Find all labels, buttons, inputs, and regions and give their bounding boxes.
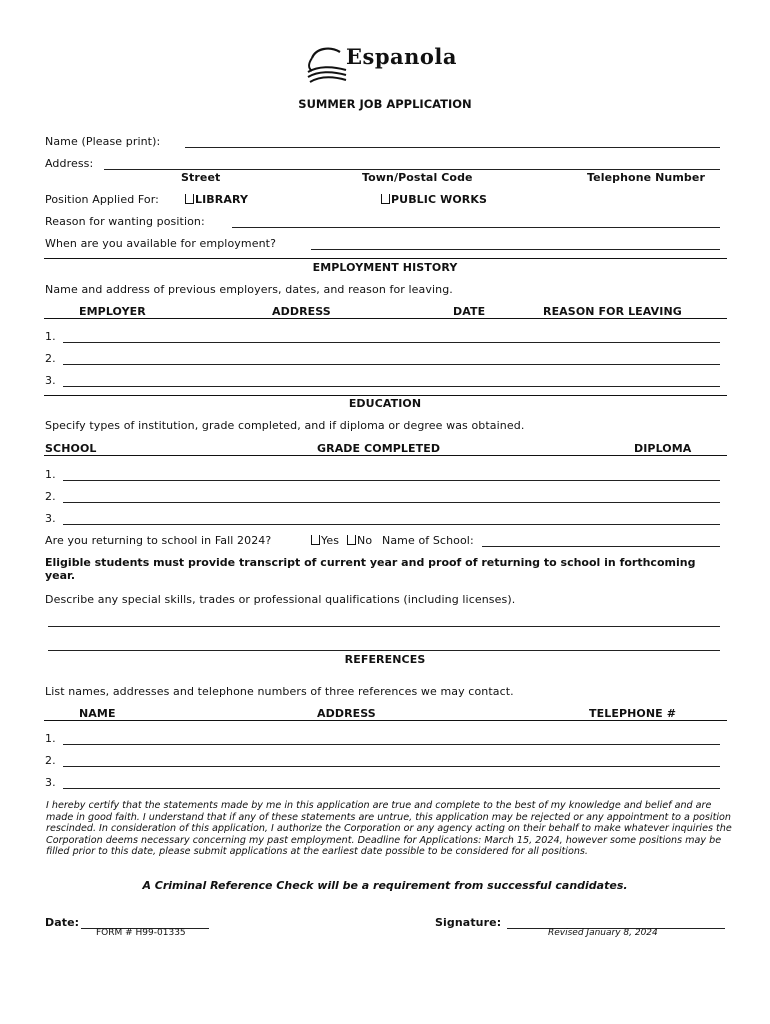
education-row-field[interactable] [63,524,720,525]
education-row-field[interactable] [63,480,720,481]
revised-date: Revised January 8, 2024 [548,928,658,938]
address-street-caption: Street [181,171,221,184]
school-name-field[interactable] [482,546,720,547]
position-label: Position Applied For: [45,193,159,206]
reference-row-number: 2. [45,754,56,767]
references-heading: REFERENCES [344,653,426,666]
name-label: Name (Please print): [45,135,161,148]
school-name-label: Name of School: [382,534,474,547]
criminal-check-note: A Criminal Reference Check will be a requirement from successful candidates. [142,879,628,892]
public-works-checkbox[interactable] [381,194,390,204]
education-row-number: 1. [45,468,56,481]
name-field[interactable] [185,147,720,148]
references-col-name: NAME [79,707,116,720]
position-option-public-works[interactable]: PUBLIC WORKS [381,193,487,206]
position-option-library[interactable]: LIBRARY [185,193,248,206]
yes-checkbox[interactable] [311,535,320,545]
education-row-number: 3. [45,512,56,525]
employment-col-employer: EMPLOYER [79,305,146,318]
skills-field-line-1[interactable] [48,626,720,627]
education-col-school: SCHOOL [45,442,97,455]
reason-label: Reason for wanting position: [45,215,205,228]
returning-no-option[interactable]: No [347,534,372,547]
education-heading: EDUCATION [348,397,422,410]
employment-row-field[interactable] [63,342,720,343]
table-header-rule [44,455,727,456]
employment-col-address: ADDRESS [272,305,331,318]
no-checkbox[interactable] [347,535,356,545]
employment-col-date: DATE [453,305,486,318]
signature-label: Signature: [435,916,502,929]
logo-text: Espanola [346,44,457,69]
address-label: Address: [45,157,94,170]
employment-row-field[interactable] [63,386,720,387]
skills-field-line-2[interactable] [48,650,720,651]
certification-statement: I hereby certify that the statements made by me in this application are true and complete to the best of my knowledge and belief and are made in good faith. I understand that if any of these statements are untrue, this application may be rejected or any appointment to a position rescinded. In consideration of this application, I authorize the Corporation or any agency acting on their behalf to make whatever inquiries the Corporation deems necessary concerning my past employment. Deadline for Applications: March 15, 2024, however some positions may be filled prior to this date, please submit applications at the earliest date possible to be considered for all positions. [46,800,732,858]
education-instruction: Specify types of institution, grade completed, and if diploma or degree was obtained. [45,419,525,432]
section-rule [44,258,727,259]
reference-row-field[interactable] [63,744,720,745]
returning-question: Are you returning to school in Fall 2024? [45,534,272,547]
wave-logo-icon [306,44,350,88]
reason-field[interactable] [232,227,720,228]
education-row-field[interactable] [63,502,720,503]
employment-col-reason: REASON FOR LEAVING [543,305,682,318]
eligibility-note: Eligible students must provide transcript of current year and proof of returning to school in forthcoming year. [45,556,696,582]
address-phone-caption: Telephone Number [587,171,705,184]
table-header-rule [44,720,727,721]
employment-instruction: Name and address of previous employers, dates, and reason for leaving. [45,283,453,296]
education-col-grade: GRADE COMPLETED [317,442,441,455]
references-instruction: List names, addresses and telephone numbers of three references we may contact. [45,685,514,698]
table-header-rule [44,318,727,319]
employment-row-field[interactable] [63,364,720,365]
form-number: FORM # H99-01335 [96,928,186,938]
references-col-address: ADDRESS [317,707,376,720]
date-label: Date: [45,916,80,929]
returning-yes-option[interactable]: Yes [311,534,339,547]
address-field[interactable] [104,169,720,170]
section-rule [44,395,727,396]
reference-row-number: 3. [45,776,56,789]
education-col-diploma: DIPLOMA [634,442,692,455]
form-title: SUMMER JOB APPLICATION [298,97,472,111]
education-row-number: 2. [45,490,56,503]
references-col-telephone: TELEPHONE # [589,707,677,720]
address-town-caption: Town/Postal Code [362,171,473,184]
employment-row-number: 2. [45,352,56,365]
skills-instruction: Describe any special skills, trades or professional qualifications (including licenses). [45,593,516,606]
reference-row-field[interactable] [63,788,720,789]
library-checkbox[interactable] [185,194,194,204]
employment-heading: EMPLOYMENT HISTORY [312,261,458,274]
reference-row-number: 1. [45,732,56,745]
employment-row-number: 3. [45,374,56,387]
reference-row-field[interactable] [63,766,720,767]
availability-field[interactable] [311,249,720,250]
availability-label: When are you available for employment? [45,237,277,250]
employment-row-number: 1. [45,330,56,343]
logo [306,44,466,88]
